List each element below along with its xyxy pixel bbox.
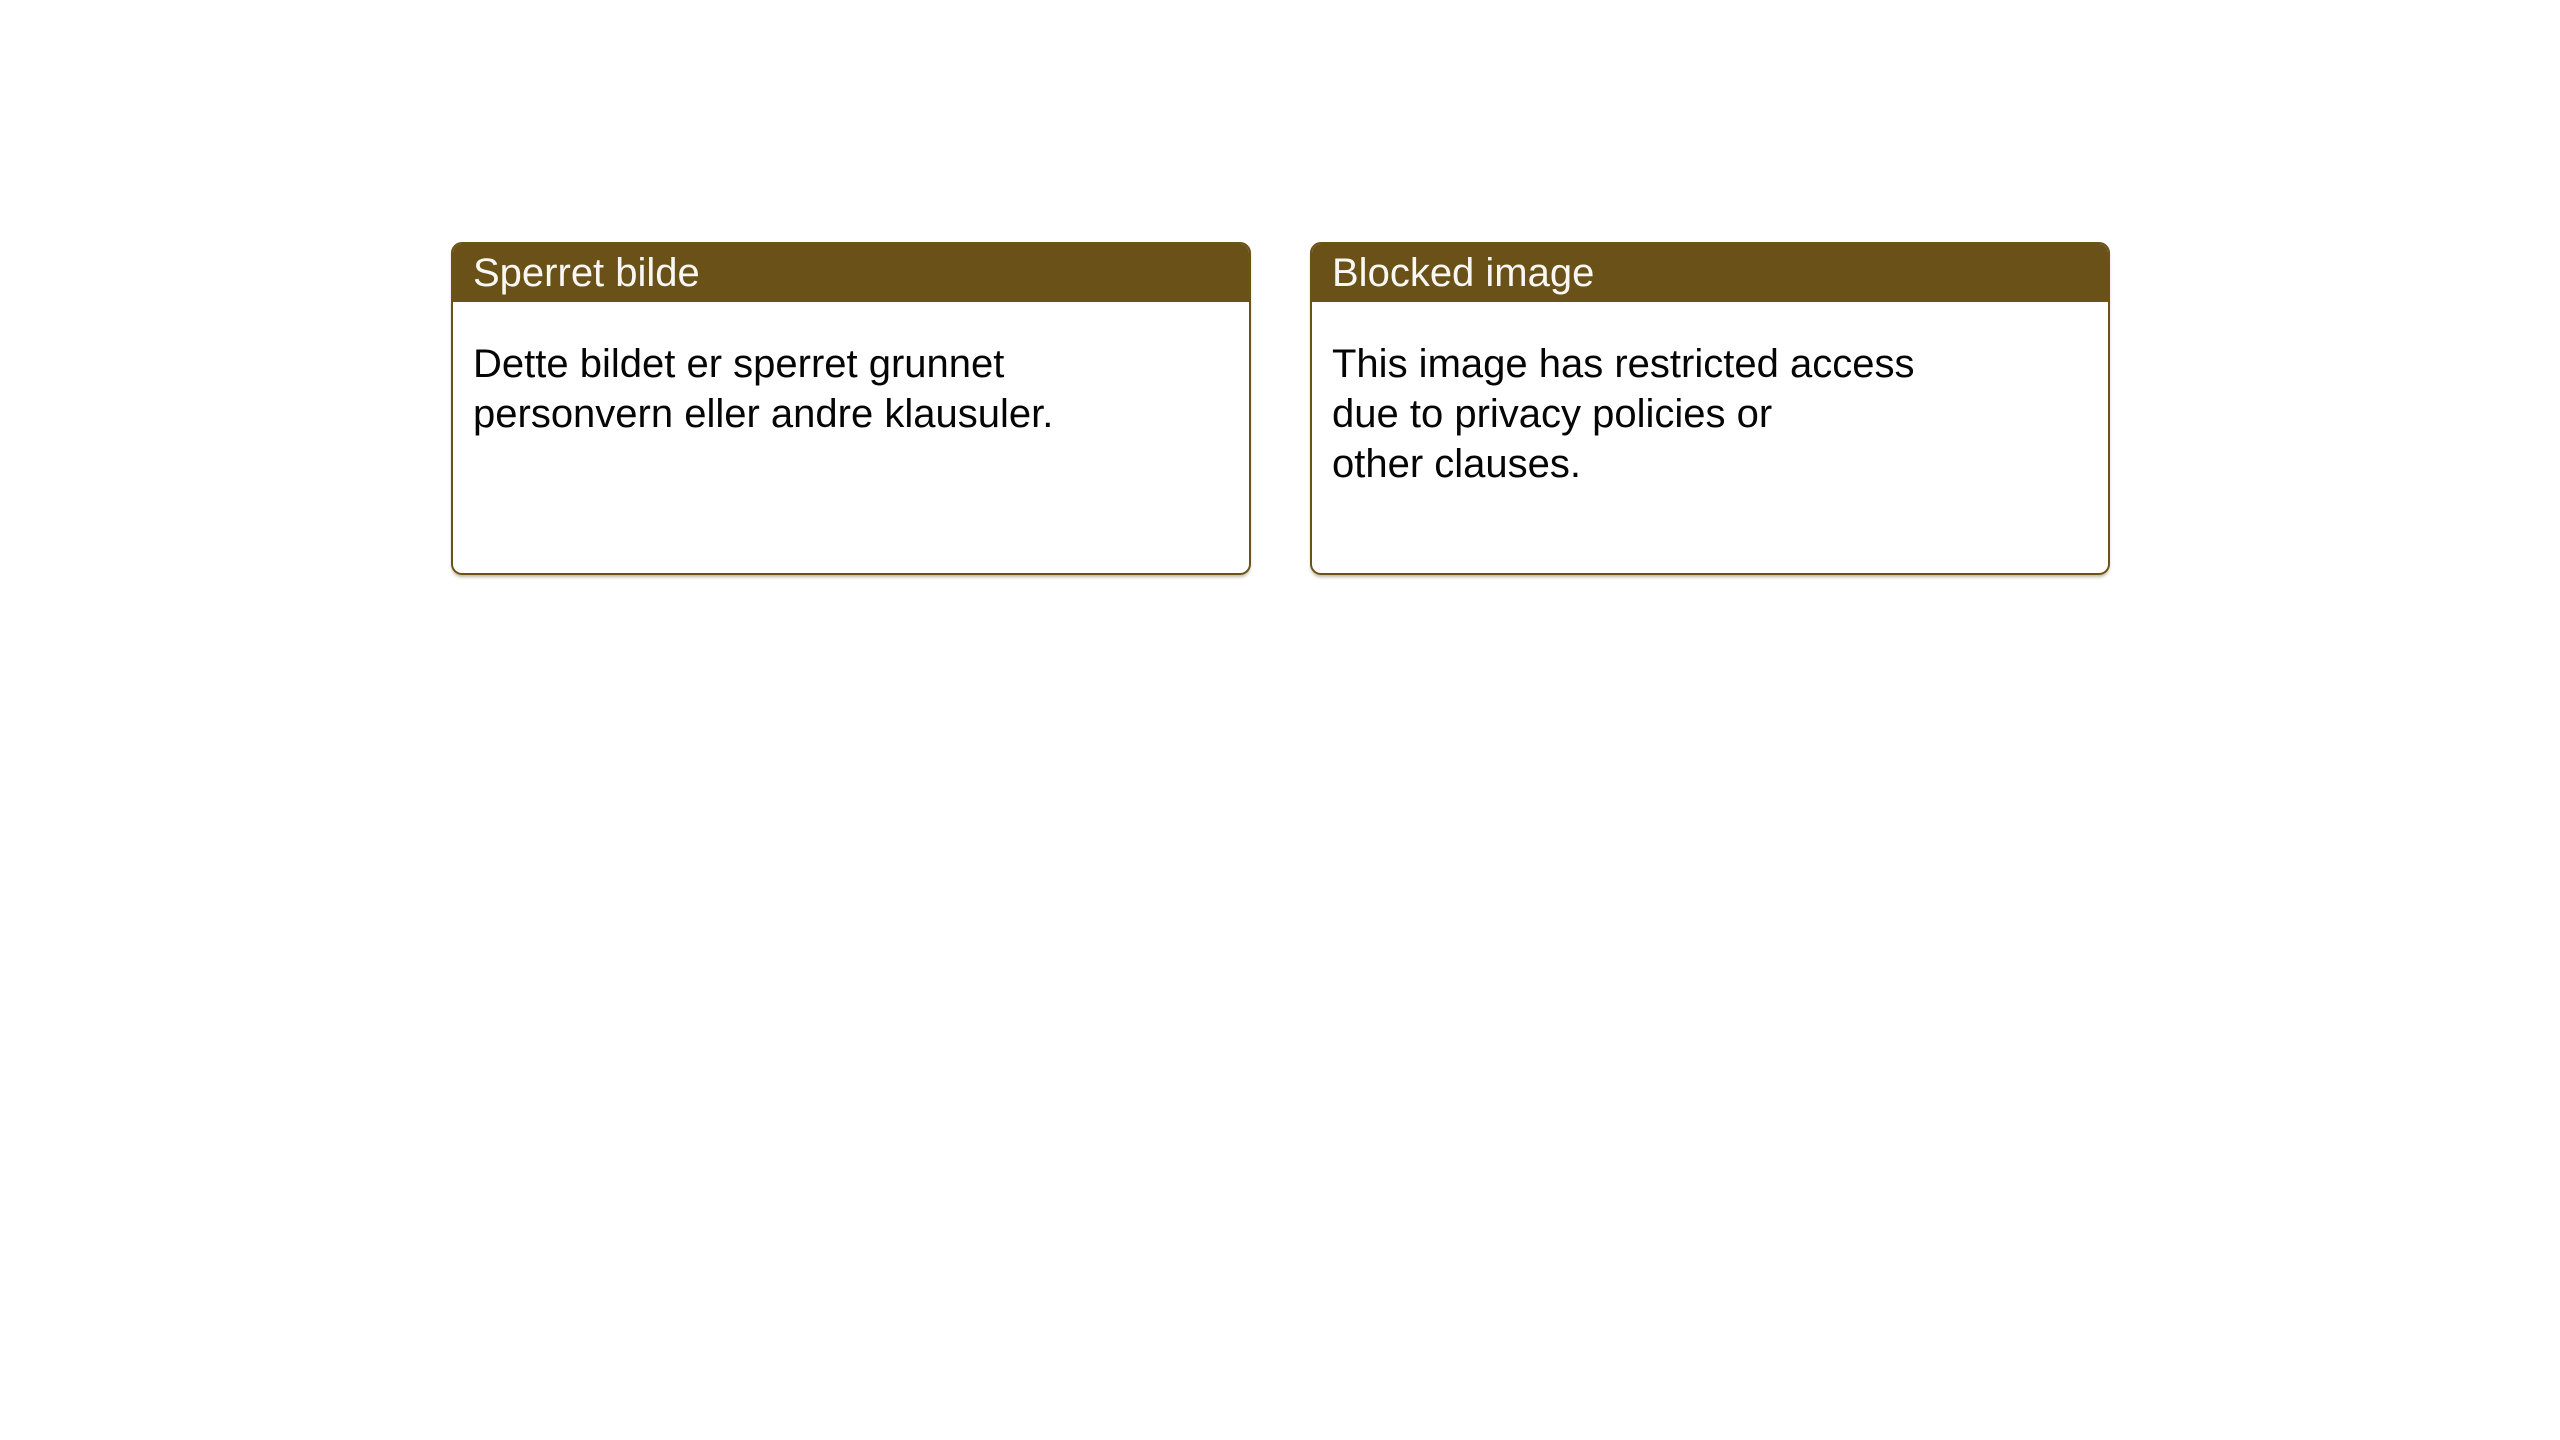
notice-title: Blocked image: [1332, 251, 1595, 295]
blocked-image-notice-english: [1310, 242, 2110, 575]
notice-body-line: due to privacy policies or: [1332, 392, 1773, 436]
notice-body-line: This image has restricted access: [1332, 342, 1915, 386]
notice-body-line: Dette bildet er sperret grunnet: [473, 342, 1005, 386]
notice-header: [453, 244, 1249, 302]
notice-body: [1312, 302, 2108, 489]
notice-body: [453, 302, 1249, 439]
blocked-image-notice-norwegian: [451, 242, 1251, 575]
notice-body-line: personvern eller andre klausuler.: [473, 392, 1054, 436]
notice-body-line: other clauses.: [1332, 442, 1582, 486]
notice-title: Sperret bilde: [473, 251, 700, 295]
notice-header: [1312, 244, 2108, 302]
